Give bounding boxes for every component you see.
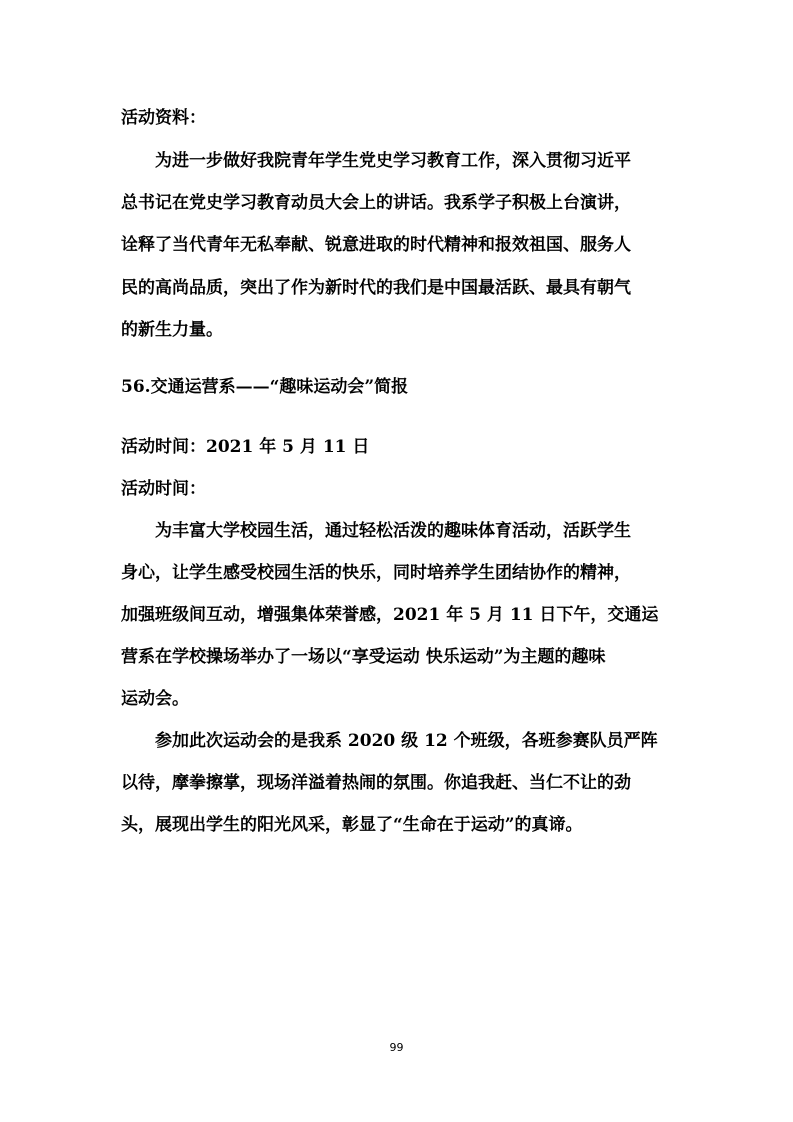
paragraph-line: 为丰富大学校园生活，通过轻松活泼的趣味体育活动，活跃学生 — [155, 521, 631, 541]
page-number: 99 — [389, 1041, 404, 1054]
paragraph-line: 运动会。 — [121, 689, 189, 709]
paragraph-line: 头，展现出学生的阳光风采，彰显了“生命在于运动”的真谛。 — [121, 815, 583, 835]
material-label: 活动时间： — [121, 479, 206, 499]
paragraph-line: 营系在学校操场举办了一场以“享受运动 快乐运动”为主题的趣味 — [121, 647, 606, 667]
section-title: 56.交通运营系——“趣味运动会”简报 — [121, 377, 409, 397]
activity-time: 活动时间：2021 年 5 月 11 日 — [121, 437, 370, 457]
paragraph-line: 为进一步做好我院青年学生党史学习教育工作，深入贯彻习近平 — [155, 151, 631, 171]
paragraph-line: 民的高尚品质，突出了作为新时代的我们是中国最活跃、最具有朝气 — [121, 278, 631, 298]
paragraph-line: 以待，摩拳擦掌，现场洋溢着热闹的氛围。你追我赶、当仁不让的劲 — [121, 773, 631, 793]
paragraph-line: 的新生力量。 — [121, 320, 223, 340]
paragraph-line: 身心，让学生感受校园生活的快乐，同时培养学生团结协作的精神， — [121, 563, 631, 583]
paragraph-line: 诠释了当代青年无私奉献、锐意进取的时代精神和报效祖国、服务人 — [121, 235, 631, 255]
paragraph-line: 总书记在党史学习教育动员大会上的讲话。我系学子积极上台演讲， — [121, 193, 631, 213]
paragraph-line: 加强班级间互动，增强集体荣誉感，2021 年 5 月 11 日下午，交通运 — [121, 605, 659, 625]
paragraph-line: 参加此次运动会的是我系 2020 级 12 个班级，各班参赛队员严阵 — [155, 731, 658, 751]
material-label: 活动资料： — [121, 108, 206, 128]
